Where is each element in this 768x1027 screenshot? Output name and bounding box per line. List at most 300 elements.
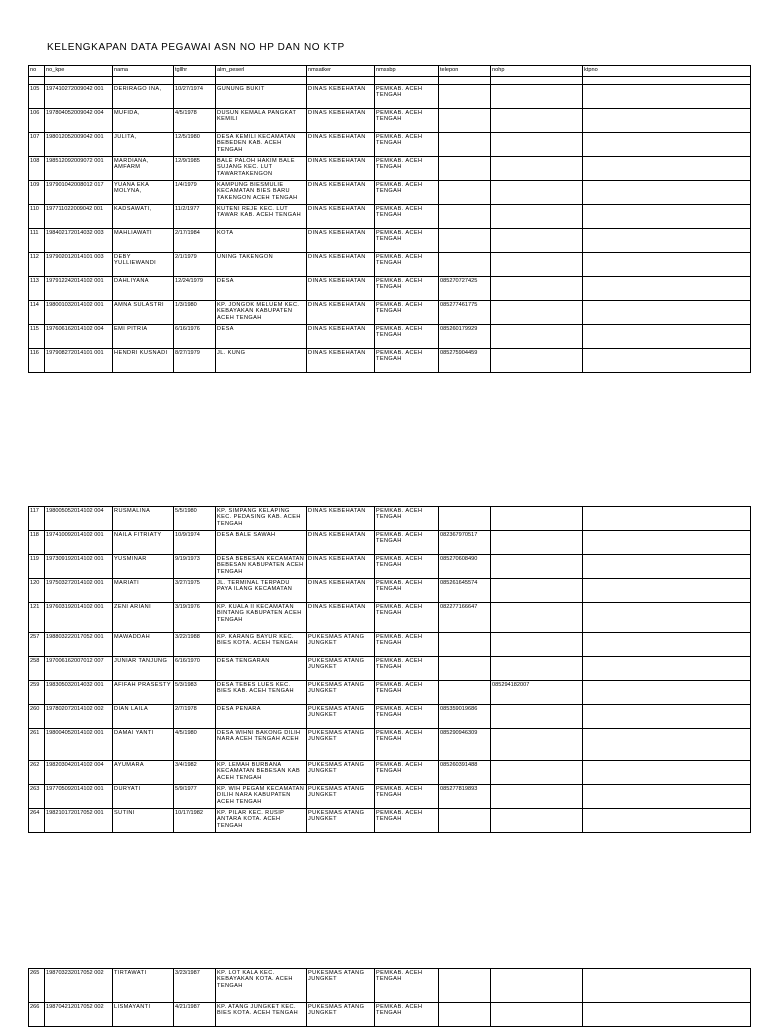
cell-nama: SUTINI <box>113 809 174 833</box>
cell-ktpno <box>583 349 751 373</box>
cell-nama: RUSMALINA <box>113 507 174 531</box>
cell-alamat: DESA <box>216 277 307 301</box>
column-header-alamat: alm_peserl <box>216 66 307 77</box>
cell-telepon <box>439 633 491 657</box>
cell-nama: KADSAWATI, <box>113 205 174 229</box>
cell-telepon: 082367970517 <box>439 531 491 555</box>
cell-nohp <box>491 531 583 555</box>
cell-alamat: DESA PENARA <box>216 705 307 729</box>
cell-ssbp: PEMKAB. ACEH TENGAH <box>375 657 439 681</box>
cell-no-kpe: 197309192014102 001 <box>45 555 113 579</box>
cell-satker: DINAS KEBEHATAN <box>307 205 375 229</box>
cell-no: 259 <box>29 681 45 705</box>
cell-satker: PUKESMAS ATANG JUNGKET <box>307 785 375 809</box>
cell-no: 107 <box>29 133 45 157</box>
cell-nama: DERIRAGO INA, <box>113 85 174 109</box>
table-row <box>29 277 751 301</box>
table-row <box>29 133 751 157</box>
cell-nama: MUFIDA, <box>113 109 174 133</box>
cell-no: 261 <box>29 729 45 761</box>
cell-telepon: 085275904459 <box>439 349 491 373</box>
cell-no: 110 <box>29 205 45 229</box>
cell-nama: MARDIANA, AMFARM <box>113 157 174 181</box>
cell-nama: YUANA EKA MOLYNA, <box>113 181 174 205</box>
cell-no-kpe: 198704212017052 002 <box>45 1003 113 1027</box>
column-header-ktpno: ktpno <box>583 66 751 77</box>
cell-ssbp: PEMKAB. ACEH TENGAH <box>375 85 439 109</box>
cell-nohp <box>491 349 583 373</box>
cell-nama: ZENI ARIANI <box>113 603 174 633</box>
cell-nama: NAILA FITRIATY <box>113 531 174 555</box>
cell-tgllhr: 2/1/1979 <box>174 253 216 277</box>
cell-satker: DINAS KEBEHATAN <box>307 603 375 633</box>
cell-satker: PUKESMAS ATANG JUNGKET <box>307 761 375 785</box>
cell-ssbp: PEMKAB. ACEH TENGAH <box>375 157 439 181</box>
table-header-row <box>29 66 751 77</box>
cell-ssbp: PEMKAB. ACEH TENGAH <box>375 603 439 633</box>
cell-alamat: KUTENI REJE KEC. LUT TAWAR KAB. ACEH TENGAH <box>216 205 307 229</box>
cell-nama: AMNA SULASTRI <box>113 301 174 325</box>
cell-alamat: UNING TAKENGON <box>216 253 307 277</box>
cell-satker: PUKESMAS ATANG JUNGKET <box>307 633 375 657</box>
cell-telepon <box>439 109 491 133</box>
cell-ktpno <box>583 109 751 133</box>
cell-ssbp: PEMKAB. ACEH TENGAH <box>375 325 439 349</box>
cell-nohp <box>491 633 583 657</box>
cell-ktpno <box>583 681 751 705</box>
column-header-nohp: nohp <box>491 66 583 77</box>
cell-satker: DINAS KEBEHATAN <box>307 253 375 277</box>
cell-satker: PUKESMAS ATANG JUNGKET <box>307 729 375 761</box>
cell-ktpno <box>583 277 751 301</box>
cell-telepon: 082277166647 <box>439 603 491 633</box>
cell-no: 263 <box>29 785 45 809</box>
cell-satker: DINAS KEBEHATAN <box>307 507 375 531</box>
cell-nohp <box>491 205 583 229</box>
cell-no-kpe: 198210172017052 001 <box>45 809 113 833</box>
cell-ssbp: PEMKAB. ACEH TENGAH <box>375 253 439 277</box>
table-row <box>29 657 751 681</box>
cell-ktpno <box>583 633 751 657</box>
cell-alamat: DUSUN KEMALA PANGKAT KEMILI <box>216 109 307 133</box>
cell-no-kpe: 198203042014102 004 <box>45 761 113 785</box>
cell-nama: JUNIAR TANJUNG <box>113 657 174 681</box>
cell-ssbp: PEMKAB. ACEH TENGAH <box>375 301 439 325</box>
cell-satker: DINAS KEBEHATAN <box>307 229 375 253</box>
cell-nohp <box>491 109 583 133</box>
cell-tgllhr: 3/22/1988 <box>174 633 216 657</box>
cell-satker: DINAS KEBEHATAN <box>307 133 375 157</box>
cell-tgllhr: 2/7/1978 <box>174 705 216 729</box>
cell-nama: YUSMINAR <box>113 555 174 579</box>
cell-no: 108 <box>29 157 45 181</box>
cell-no-kpe: 197410092014102 001 <box>45 531 113 555</box>
cell-satker: DINAS KEBEHATAN <box>307 579 375 603</box>
cell-tgllhr: 12/9/1985 <box>174 157 216 181</box>
cell-nohp <box>491 761 583 785</box>
cell-alamat: JL. KUNG <box>216 349 307 373</box>
cell-alamat: DESA BALE SAWAH <box>216 531 307 555</box>
cell-tgllhr: 2/17/1984 <box>174 229 216 253</box>
cell-ktpno <box>583 555 751 579</box>
cell-no: 109 <box>29 181 45 205</box>
cell-alamat: JL. TERMINAL TERPADU PAYA ILANG KECAMATAN <box>216 579 307 603</box>
cell-ktpno <box>583 181 751 205</box>
cell-nohp <box>491 277 583 301</box>
cell-telepon <box>439 85 491 109</box>
cell-ssbp: PEMKAB. ACEH TENGAH <box>375 507 439 531</box>
cell-tgllhr: 1/4/1979 <box>174 181 216 205</box>
cell-ssbp: PEMKAB. ACEH TENGAH <box>375 133 439 157</box>
cell-telepon: 085277819893 <box>439 785 491 809</box>
cell-tgllhr: 10/17/1982 <box>174 809 216 833</box>
cell-no: 111 <box>29 229 45 253</box>
cell-satker: DINAS KEBEHATAN <box>307 85 375 109</box>
cell-no-kpe: 197912242014102 001 <box>45 277 113 301</box>
cell-alamat: KP. LEMAH BURBANA KECAMATAN BEBESAN KAB ACEH TENGAH <box>216 761 307 785</box>
cell-satker: PUKESMAS ATANG JUNGKET <box>307 657 375 681</box>
cell-nohp <box>491 181 583 205</box>
cell-no: 265 <box>29 969 45 1003</box>
cell-nohp <box>491 301 583 325</box>
cell-telepon: 085260391488 <box>439 761 491 785</box>
table-row <box>29 579 751 603</box>
cell-nohp <box>491 229 583 253</box>
cell-no: 112 <box>29 253 45 277</box>
cell-alamat: KP. WIH PEGAM KECAMATAN DILIH NARA KABUPATEN ACEH TENGAH <box>216 785 307 809</box>
cell-nama: TIRTAWATI <box>113 969 174 1003</box>
data-table <box>28 506 751 833</box>
cell-no-kpe: 197410272009042 001 <box>45 85 113 109</box>
cell-satker: PUKESMAS ATANG JUNGKET <box>307 809 375 833</box>
cell-no-kpe: 197804052009042 004 <box>45 109 113 133</box>
cell-nohp <box>491 157 583 181</box>
cell-telepon: 085290946309 <box>439 729 491 761</box>
cell-ssbp: PEMKAB. ACEH TENGAH <box>375 809 439 833</box>
cell-ktpno <box>583 229 751 253</box>
cell-tgllhr: 10/9/1974 <box>174 531 216 555</box>
cell-tgllhr: 5/3/1983 <box>174 681 216 705</box>
cell-tgllhr: 5/5/1980 <box>174 507 216 531</box>
cell-no-kpe: 198512092009072 001 <box>45 157 113 181</box>
cell-nohp <box>491 809 583 833</box>
table-row <box>29 325 751 349</box>
cell-tgllhr: 8/27/1979 <box>174 349 216 373</box>
cell-alamat: KP. ATANG JUNGKET KEC. BIES KOTA. ACEH TENGAH <box>216 1003 307 1027</box>
cell-ssbp: PEMKAB. ACEH TENGAH <box>375 969 439 1003</box>
cell-nama: LISMAYANTI <box>113 1003 174 1027</box>
cell-tgllhr: 10/27/1974 <box>174 85 216 109</box>
cell-ktpno <box>583 325 751 349</box>
cell-ktpno <box>583 729 751 761</box>
cell-satker: DINAS KEBEHATAN <box>307 109 375 133</box>
column-header-no: no <box>29 66 45 77</box>
cell-nama: MAWADDAH <box>113 633 174 657</box>
cell-nohp <box>491 729 583 761</box>
cell-no: 115 <box>29 325 45 349</box>
cell-no: 113 <box>29 277 45 301</box>
cell-nohp <box>491 1003 583 1027</box>
cell-ssbp: PEMKAB. ACEH TENGAH <box>375 277 439 301</box>
cell-nama: AFIFAH PRASESTY <box>113 681 174 705</box>
cell-nama: DIAN LAILA <box>113 705 174 729</box>
column-header-nama: nama <box>113 66 174 77</box>
table-row <box>29 1003 751 1027</box>
cell-tgllhr: 1/3/1980 <box>174 301 216 325</box>
cell-telepon: 085261645574 <box>439 579 491 603</box>
cell-no-kpe: 198001032014102 001 <box>45 301 113 325</box>
cell-telepon <box>439 181 491 205</box>
cell-ssbp: PEMKAB. ACEH TENGAH <box>375 205 439 229</box>
cell-no: 264 <box>29 809 45 833</box>
cell-ktpno <box>583 603 751 633</box>
cell-ssbp: PEMKAB. ACEH TENGAH <box>375 181 439 205</box>
cell-telepon: 085270608490 <box>439 555 491 579</box>
table-row <box>29 809 751 833</box>
cell-ktpno <box>583 253 751 277</box>
cell-telepon: 085270727425 <box>439 277 491 301</box>
cell-no: 118 <box>29 531 45 555</box>
cell-no-kpe: 198703232017052 002 <box>45 969 113 1003</box>
cell-no-kpe: 197901042008012 017 <box>45 181 113 205</box>
cell-alamat: DESA TEBES LUES KEC. BIES KAB. ACEH TENGAH <box>216 681 307 705</box>
cell-nama: DEBY YULLIEWANDI <box>113 253 174 277</box>
data-table <box>28 968 751 1027</box>
cell-telepon <box>439 681 491 705</box>
cell-no: 258 <box>29 657 45 681</box>
cell-no: 106 <box>29 109 45 133</box>
cell-telepon <box>439 229 491 253</box>
cell-nohp: 085294182007 <box>491 681 583 705</box>
cell-nama: AYUMARA <box>113 761 174 785</box>
data-table <box>28 65 751 373</box>
cell-no: 119 <box>29 555 45 579</box>
cell-nama: JULITA, <box>113 133 174 157</box>
cell-alamat: DESA BEBESAN KECAMATAN BEBESAN KABUPATEN ACEH TENGAH <box>216 555 307 579</box>
cell-telepon: 085260179929 <box>439 325 491 349</box>
cell-ssbp: PEMKAB. ACEH TENGAH <box>375 109 439 133</box>
cell-alamat: DESA TENGARAN <box>216 657 307 681</box>
cell-ktpno <box>583 157 751 181</box>
cell-telepon <box>439 1003 491 1027</box>
cell-no-kpe: 198402172014032 003 <box>45 229 113 253</box>
cell-ktpno <box>583 507 751 531</box>
cell-nohp <box>491 969 583 1003</box>
cell-telepon <box>439 969 491 1003</box>
cell-tgllhr: 11/2/1977 <box>174 205 216 229</box>
cell-alamat: KAMPUNG BIESMULIE KECAMATAN BIES BARU TAKENGON ACEH TENGAH <box>216 181 307 205</box>
cell-ktpno <box>583 969 751 1003</box>
table-row <box>29 157 751 181</box>
cell-nama: EMI PITRIA <box>113 325 174 349</box>
cell-nama: DAMAI YANTI <box>113 729 174 761</box>
cell-tgllhr: 9/19/1973 <box>174 555 216 579</box>
table-row <box>29 181 751 205</box>
cell-ktpno <box>583 657 751 681</box>
cell-ssbp: PEMKAB. ACEH TENGAH <box>375 761 439 785</box>
cell-satker: PUKESMAS ATANG JUNGKET <box>307 681 375 705</box>
cell-telepon <box>439 253 491 277</box>
cell-no-kpe: 198004052014102 001 <box>45 729 113 761</box>
cell-no: 116 <box>29 349 45 373</box>
table-row <box>29 603 751 633</box>
cell-nohp <box>491 253 583 277</box>
cell-alamat: KP. LOT KALA KEC. KEBAYAKAN KOTA. ACEH TENGAH <box>216 969 307 1003</box>
cell-telepon: 085359019686 <box>439 705 491 729</box>
cell-alamat: DESA WIHNI BAKONG DILIH NARA ACEH TENGAH ACEH <box>216 729 307 761</box>
cell-satker: DINAS KEBEHATAN <box>307 349 375 373</box>
table-row <box>29 301 751 325</box>
cell-satker: DINAS KEBEHATAN <box>307 181 375 205</box>
cell-tgllhr: 4/21/1987 <box>174 1003 216 1027</box>
cell-tgllhr: 3/19/1976 <box>174 603 216 633</box>
cell-nohp <box>491 705 583 729</box>
cell-ssbp: PEMKAB. ACEH TENGAH <box>375 1003 439 1027</box>
page-title: KELENGKAPAN DATA PEGAWAI ASN NO HP DAN NO KTP <box>47 42 345 53</box>
cell-nohp <box>491 785 583 809</box>
cell-satker: DINAS KEBEHATAN <box>307 157 375 181</box>
cell-telepon <box>439 657 491 681</box>
column-header-tgllhr: tgllhr <box>174 66 216 77</box>
cell-ktpno <box>583 1003 751 1027</box>
table-row <box>29 729 751 761</box>
cell-nohp <box>491 603 583 633</box>
cell-alamat: DESA KEMILI KECAMATAN BEBEDEN KAB. ACEH TENGAH <box>216 133 307 157</box>
cell-tgllhr: 4/5/1978 <box>174 109 216 133</box>
cell-tgllhr: 4/5/1980 <box>174 729 216 761</box>
cell-telepon <box>439 205 491 229</box>
cell-nama: MAHLIAWATI <box>113 229 174 253</box>
table-row <box>29 705 751 729</box>
cell-alamat: KP. KUALA II KECAMATAN BINTANG KABUPATEN ACEH TENGAH <box>216 603 307 633</box>
table-row <box>29 205 751 229</box>
cell-ssbp: PEMKAB. ACEH TENGAH <box>375 785 439 809</box>
cell-no-kpe: 198803222017052 001 <box>45 633 113 657</box>
cell-tgllhr: 5/9/1977 <box>174 785 216 809</box>
cell-no: 260 <box>29 705 45 729</box>
table-row <box>29 555 751 579</box>
cell-nohp <box>491 133 583 157</box>
cell-satker: PUKESMAS ATANG JUNGKET <box>307 705 375 729</box>
cell-no: 266 <box>29 1003 45 1027</box>
cell-alamat: KP. PILAR KEC. RUSIP ANTARA KOTA. ACEH TENGAH <box>216 809 307 833</box>
cell-nohp <box>491 579 583 603</box>
cell-nohp <box>491 657 583 681</box>
cell-no-kpe: 197503272014102 001 <box>45 579 113 603</box>
column-header-ssbp: nmssbp <box>375 66 439 77</box>
cell-nohp <box>491 85 583 109</box>
cell-nama: DAHLIYANA <box>113 277 174 301</box>
cell-no-kpe: 197908272014101 001 <box>45 349 113 373</box>
cell-ssbp: PEMKAB. ACEH TENGAH <box>375 681 439 705</box>
cell-ktpno <box>583 809 751 833</box>
cell-satker: DINAS KEBEHATAN <box>307 301 375 325</box>
cell-alamat: BALE PALOH HAKIM BALE SUJANG KEC. LUT TAWARTAKENGON <box>216 157 307 181</box>
cell-alamat: KP. KARANG BAYUR KEC. BIES KOTA. ACEH TENGAH <box>216 633 307 657</box>
table-row <box>29 531 751 555</box>
column-header-satker: nmsatker <box>307 66 375 77</box>
cell-nama: DURYATI <box>113 785 174 809</box>
cell-telepon: 085277461775 <box>439 301 491 325</box>
cell-no: 121 <box>29 603 45 633</box>
table-row <box>29 229 751 253</box>
cell-nohp <box>491 507 583 531</box>
cell-satker: DINAS KEBEHATAN <box>307 277 375 301</box>
cell-no-kpe: 198305032014032 001 <box>45 681 113 705</box>
cell-no-kpe: 197006162007012 007 <box>45 657 113 681</box>
cell-ssbp: PEMKAB. ACEH TENGAH <box>375 229 439 253</box>
cell-tgllhr: 3/27/1975 <box>174 579 216 603</box>
cell-alamat: GUNUNG BUKIT <box>216 85 307 109</box>
cell-no-kpe: 197705092014102 001 <box>45 785 113 809</box>
cell-ssbp: PEMKAB. ACEH TENGAH <box>375 633 439 657</box>
cell-no: 105 <box>29 85 45 109</box>
cell-no-kpe: 198012052009042 001 <box>45 133 113 157</box>
cell-ktpno <box>583 579 751 603</box>
cell-ssbp: PEMKAB. ACEH TENGAH <box>375 349 439 373</box>
cell-no: 120 <box>29 579 45 603</box>
cell-telepon <box>439 507 491 531</box>
cell-no: 257 <box>29 633 45 657</box>
cell-satker: DINAS KEBEHATAN <box>307 325 375 349</box>
cell-alamat: KP. SIMPANG KELAPING KEC. PEDASING KAB. ACEH TENGAH <box>216 507 307 531</box>
cell-ssbp: PEMKAB. ACEH TENGAH <box>375 705 439 729</box>
table-row <box>29 253 751 277</box>
table-row <box>29 969 751 1003</box>
cell-no-kpe: 197902012014101 003 <box>45 253 113 277</box>
cell-ssbp: PEMKAB. ACEH TENGAH <box>375 579 439 603</box>
cell-ktpno <box>583 133 751 157</box>
cell-alamat: KP. JONGOK MELUEM KEC. KEBAYAKAN KABUPATEN ACEH TENGAH <box>216 301 307 325</box>
spacer-row <box>29 77 751 85</box>
cell-satker: PUKESMAS ATANG JUNGKET <box>307 969 375 1003</box>
table-row <box>29 761 751 785</box>
cell-no: 117 <box>29 507 45 531</box>
table-row <box>29 785 751 809</box>
cell-ktpno <box>583 85 751 109</box>
cell-no: 114 <box>29 301 45 325</box>
cell-no-kpe: 198005052014102 004 <box>45 507 113 531</box>
table-row <box>29 85 751 109</box>
table-row <box>29 633 751 657</box>
cell-satker: DINAS KEBEHATAN <box>307 531 375 555</box>
cell-nohp <box>491 555 583 579</box>
cell-ktpno <box>583 205 751 229</box>
cell-no-kpe: 197603192014102 001 <box>45 603 113 633</box>
cell-no-kpe: 197606162014102 004 <box>45 325 113 349</box>
cell-no-kpe: 197711022009042 001 <box>45 205 113 229</box>
cell-ssbp: PEMKAB. ACEH TENGAH <box>375 531 439 555</box>
cell-ssbp: PEMKAB. ACEH TENGAH <box>375 555 439 579</box>
cell-telepon <box>439 157 491 181</box>
cell-tgllhr: 6/16/1976 <box>174 325 216 349</box>
cell-ktpno <box>583 301 751 325</box>
cell-telepon <box>439 809 491 833</box>
cell-ktpno <box>583 785 751 809</box>
cell-satker: PUKESMAS ATANG JUNGKET <box>307 1003 375 1027</box>
table-row <box>29 507 751 531</box>
cell-nama: HENDRI KUSNADI <box>113 349 174 373</box>
cell-alamat: DESA <box>216 325 307 349</box>
cell-tgllhr: 12/5/1980 <box>174 133 216 157</box>
cell-no-kpe: 197802072014102 002 <box>45 705 113 729</box>
table-row <box>29 349 751 373</box>
cell-satker: DINAS KEBEHATAN <box>307 555 375 579</box>
cell-ktpno <box>583 531 751 555</box>
cell-ktpno <box>583 761 751 785</box>
cell-ssbp: PEMKAB. ACEH TENGAH <box>375 729 439 761</box>
table-row <box>29 109 751 133</box>
